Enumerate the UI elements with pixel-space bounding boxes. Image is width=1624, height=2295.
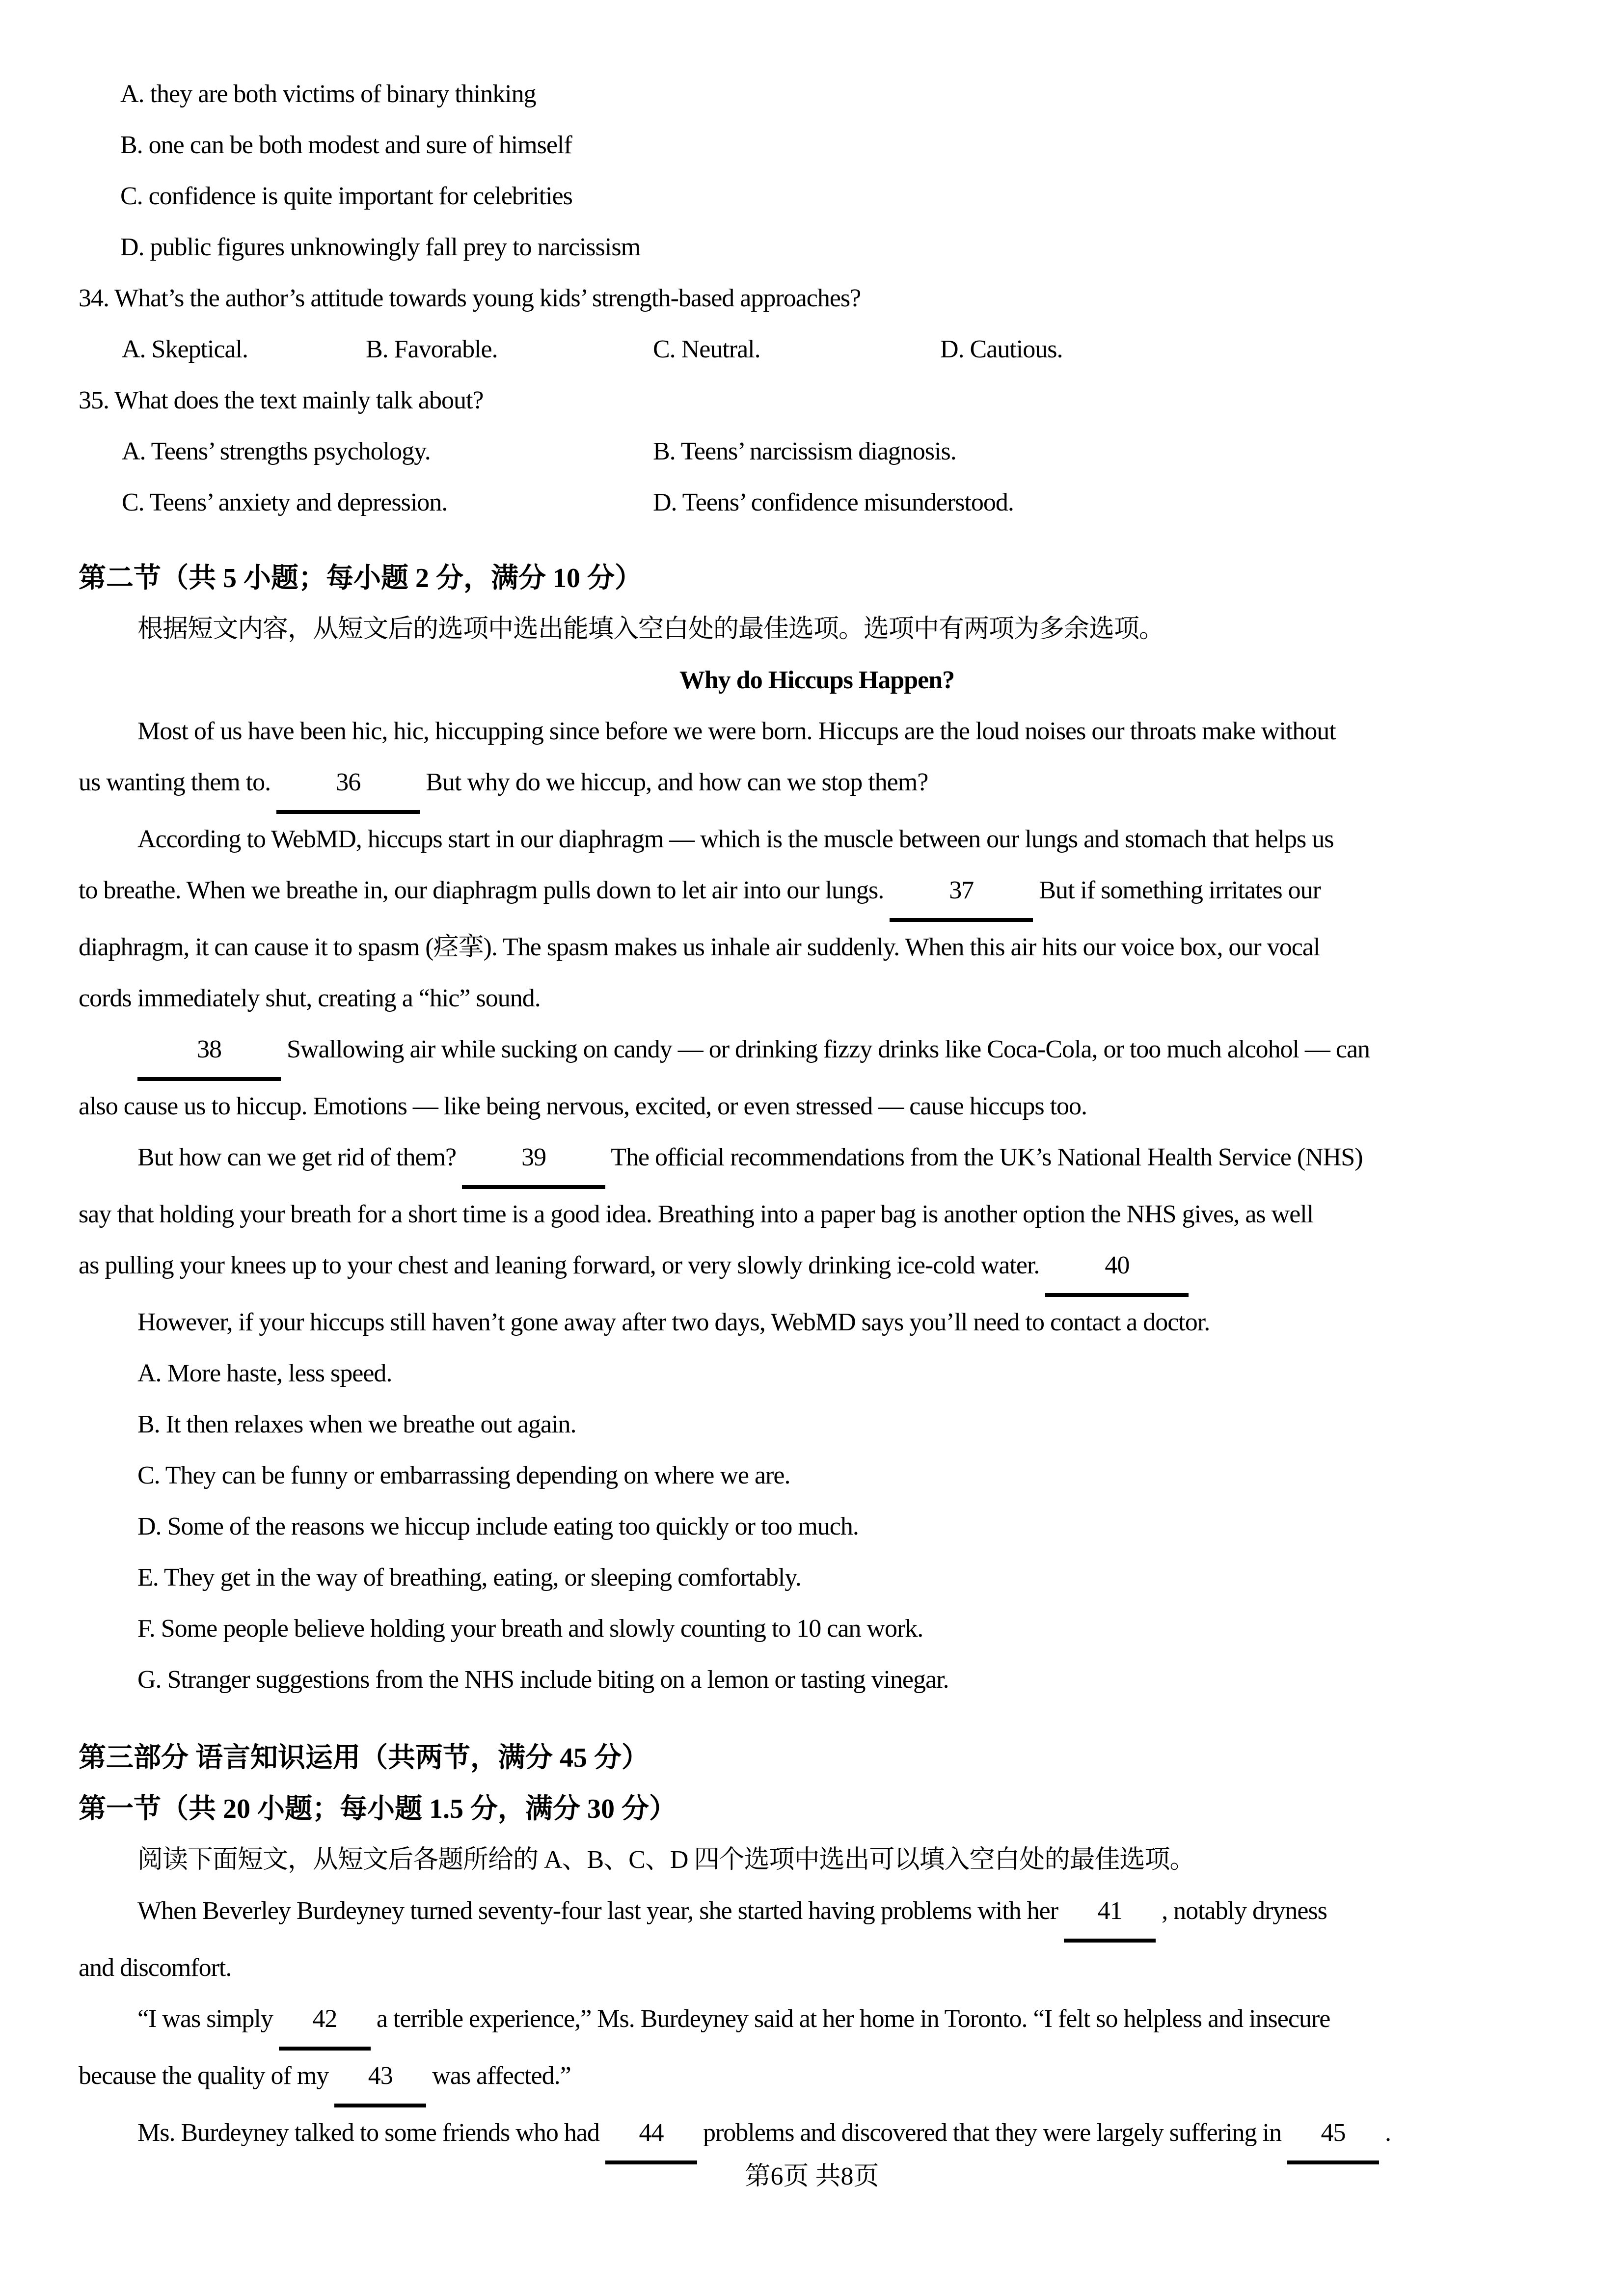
q33-option-a: A. they are both victims of binary thinking — [120, 80, 536, 108]
hiccups-option-f: F. Some people believe holding your breath and slowly counting to 10 can work. — [137, 1615, 923, 1643]
text-run: diaphragm, it can cause it to spasm (痉挛). The spasm makes us inhale air suddenly. When this air hits our voice box, our vocal — [79, 933, 1320, 961]
text-run: a terrible experience,” Ms. Burdeyney said at her home in Toronto. “I felt so helpless and insecure — [370, 2005, 1330, 2033]
blank-45: 45 — [1287, 2107, 1379, 2164]
cloze-passage-line — [79, 2051, 1555, 2107]
cloze-passage — [79, 1886, 1555, 2164]
part3-section1-heading: 第一节（共 20 小题；每小题 1.5 分，满分 30 分） — [79, 1794, 677, 1824]
page-footer: 第6页 共8页 — [745, 2162, 879, 2190]
text-run: say that holding your breath for a short time is a good idea. Breathing into a paper bag is another option the NHS gives, as well — [79, 1200, 1314, 1228]
text-run: problems and discovered that they were largely suffering in — [697, 2119, 1287, 2147]
hiccups-option-c: C. They can be funny or embarrassing depending on where we are. — [137, 1461, 790, 1489]
hiccups-option-d: D. Some of the reasons we hiccup include eating too quickly or too much. — [137, 1512, 859, 1540]
hiccups-passage-line — [79, 706, 1555, 757]
blank-37: 37 — [890, 865, 1033, 922]
text-run: , notably dryness — [1156, 1897, 1327, 1925]
q35-option-a: A. Teens’ strengths psychology. — [122, 437, 431, 465]
hiccups-option-a: A. More haste, less speed. — [137, 1359, 392, 1387]
blank-44: 44 — [605, 2107, 697, 2164]
hiccups-passage-line — [79, 1024, 1555, 1081]
q34-stem: 34. What’s the author’s attitude towards young kids’ strength-based approaches? — [79, 284, 861, 312]
text-run: was affected.” — [426, 2062, 571, 2090]
hiccups-passage-line — [79, 1189, 1555, 1240]
cloze-7choice-section — [79, 553, 1555, 1705]
blank-41: 41 — [1064, 1886, 1156, 1943]
hiccups-option-e: E. They get in the way of breathing, eating, or sleeping comfortably. — [137, 1564, 801, 1592]
text-run: and discomfort. — [79, 1954, 232, 1982]
blank-36: 36 — [276, 757, 420, 814]
q34-option-a: A. Skeptical. — [122, 335, 248, 363]
text-run: also cause us to hiccup. Emotions — like being nervous, excited, or even stressed — cause hiccups too. — [79, 1092, 1087, 1120]
text-run: According to WebMD, hiccups start in our diaphragm — which is the muscle between our lungs and stomach that helps us — [137, 825, 1334, 853]
hiccups-passage-line — [79, 922, 1555, 973]
q34-option-b: B. Favorable. — [366, 335, 498, 363]
text-run: as pulling your knees up to your chest and leaning forward, or very slowly drinking ice-cold water. — [79, 1251, 1046, 1279]
hiccups-passage-line — [79, 1132, 1555, 1189]
hiccups-option-g: G. Stranger suggestions from the NHS include biting on a lemon or tasting vinegar. — [137, 1666, 949, 1694]
q35-option-b: B. Teens’ narcissism diagnosis. — [653, 437, 956, 465]
part3-heading: 第三部分 语言知识运用（共两节，满分 45 分） — [79, 1743, 649, 1773]
blank-40: 40 — [1045, 1240, 1189, 1297]
text-run: But if something irritates our — [1033, 876, 1321, 904]
section2-heading: 第二节（共 5 小题；每小题 2 分，满分 10 分） — [79, 563, 642, 594]
cloze-passage-line — [79, 1943, 1555, 1994]
q35-options-row-2 — [79, 477, 1555, 528]
blank-39: 39 — [462, 1132, 605, 1189]
text-run: “I was simply — [137, 2005, 279, 2033]
q33-option-b: B. one can be both modest and sure of himself — [120, 131, 572, 159]
part3-instruction: 阅读下面短文，从短文后各题所给的 A、B、C、D 四个选项中选出可以填入空白处的最佳选项。 — [137, 1846, 1195, 1874]
q35-option-d: D. Teens’ confidence misunderstood. — [653, 488, 1014, 516]
blank-42: 42 — [279, 1994, 371, 2051]
text-run: But how can we get rid of them? — [137, 1143, 462, 1171]
text-run: us wanting them to. — [79, 768, 277, 796]
hiccups-passage-line — [79, 1240, 1555, 1297]
text-run: because the quality of my — [79, 2062, 335, 2090]
cloze-passage-line — [79, 1886, 1555, 1943]
hiccups-passage-line — [79, 1297, 1555, 1348]
hiccups-passage-line — [79, 865, 1555, 922]
q33-option-c: C. confidence is quite important for celebrities — [120, 182, 572, 210]
hiccups-passage-line — [79, 757, 1555, 814]
text-run: Most of us have been hic, hic, hiccupping since before we were born. Hiccups are the loud noises our throats make without — [137, 717, 1336, 745]
text-run: cords immediately shut, creating a “hic” sound. — [79, 984, 541, 1012]
hiccups-option-b: B. It then relaxes when we breathe out again. — [137, 1410, 576, 1438]
hiccups-passage-line — [79, 973, 1555, 1024]
text-run: . — [1379, 2119, 1391, 2147]
q35-option-c: C. Teens’ anxiety and depression. — [122, 488, 448, 516]
q34-options-row — [79, 324, 1555, 375]
cloze-passage-line — [79, 1994, 1555, 2051]
section2-instruction: 根据短文内容，从短文后的选项中选出能填入空白处的最佳选项。选项中有两项为多余选项。 — [137, 615, 1164, 643]
passage-title: Why do Hiccups Happen? — [679, 666, 955, 694]
cloze-test-section — [79, 1732, 1555, 2164]
hiccups-passage — [79, 706, 1555, 1348]
text-run: The official recommendations from the UK’s National Health Service (NHS) — [605, 1143, 1363, 1171]
text-run: to breathe. When we breathe in, our diaphragm pulls down to let air into our lungs. — [79, 876, 890, 904]
reading-section — [79, 69, 1555, 528]
blank-38: 38 — [137, 1024, 281, 1081]
q35-stem: 35. What does the text mainly talk about? — [79, 386, 484, 414]
hiccups-passage-line — [79, 1081, 1555, 1132]
text-run: Swallowing air while sucking on candy — or drinking fizzy drinks like Coca-Cola, or too much alcohol — can — [281, 1035, 1370, 1063]
text-run: However, if your hiccups still haven’t gone away after two days, WebMD says you’ll need to contact a doctor. — [137, 1308, 1210, 1336]
q33-option-d: D. public figures unknowingly fall prey to narcissism — [120, 233, 641, 261]
q34-option-c: C. Neutral. — [653, 335, 760, 363]
text-run: When Beverley Burdeyney turned seventy-four last year, she started having problems with her — [137, 1897, 1064, 1925]
hiccups-passage-line — [79, 814, 1555, 865]
q35-options-row-1 — [79, 426, 1555, 477]
text-run: But why do we hiccup, and how can we stop them? — [420, 768, 928, 796]
text-run: Ms. Burdeyney talked to some friends who had — [137, 2119, 605, 2147]
blank-43: 43 — [334, 2051, 426, 2107]
q34-option-d: D. Cautious. — [940, 335, 1063, 363]
